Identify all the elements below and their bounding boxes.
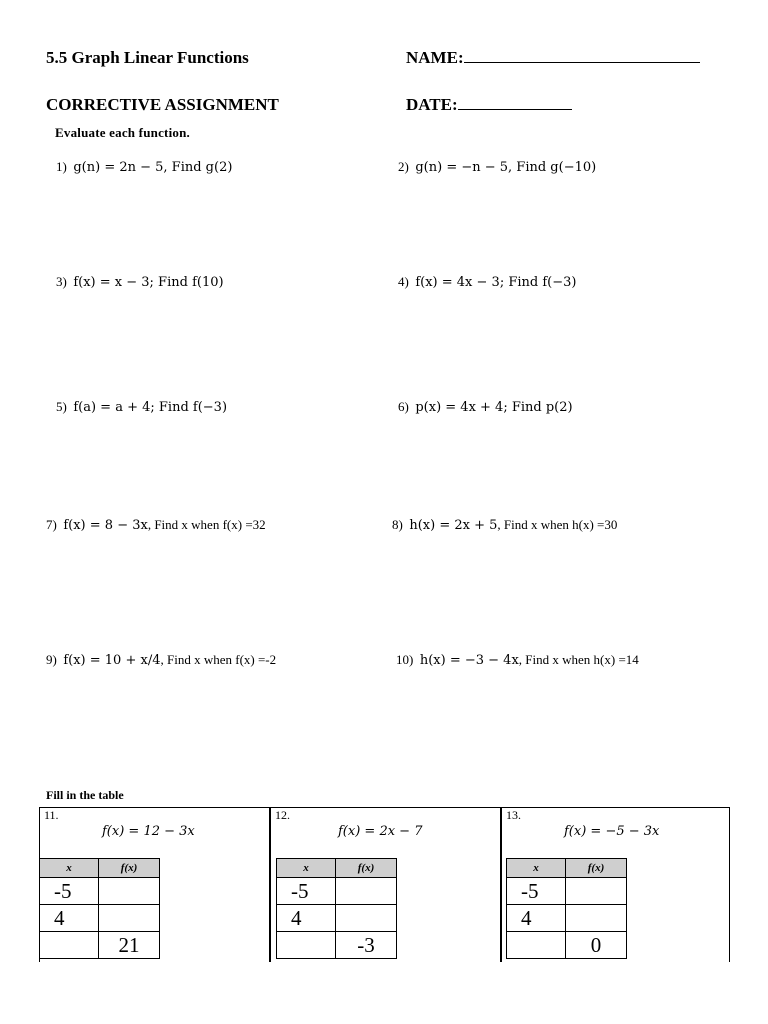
problem-number: 10) bbox=[396, 652, 414, 667]
problem-number: 7) bbox=[46, 517, 57, 532]
date-blank[interactable] bbox=[458, 95, 572, 110]
problem-text: p(x) = 4x + 4; Find p(2) bbox=[415, 400, 573, 415]
table-cell[interactable] bbox=[99, 905, 160, 932]
problem-1 bbox=[56, 159, 232, 175]
problem-number: 4) bbox=[398, 274, 409, 289]
problem-number: 9) bbox=[46, 652, 57, 667]
problem-number: 2) bbox=[398, 159, 409, 174]
table-cell[interactable] bbox=[99, 878, 160, 905]
table-cell[interactable] bbox=[277, 932, 336, 959]
table-function: f(x) = −5 − 3x bbox=[564, 824, 660, 839]
date-field[interactable] bbox=[406, 95, 572, 115]
column-header-x: x bbox=[40, 859, 99, 878]
date-label: DATE: bbox=[406, 95, 458, 114]
table-cell[interactable]: -3 bbox=[336, 932, 397, 959]
problem-text: g(n) = 2n − 5, Find g(2) bbox=[73, 160, 233, 175]
table-cell[interactable]: -5 bbox=[277, 878, 336, 905]
problem-text: f(x) = x − 3; Find f(10) bbox=[73, 275, 224, 290]
table-number: 13. bbox=[506, 808, 521, 822]
problem-text: f(a) = a + 4; Find f(−3) bbox=[73, 400, 228, 415]
problem-text: g(n) = −n − 5, Find g(−10) bbox=[415, 160, 597, 175]
page-title: 5.5 Graph Linear Functions bbox=[46, 48, 249, 67]
table-number: 11. bbox=[44, 808, 59, 822]
table-cell[interactable]: -5 bbox=[40, 878, 99, 905]
instruction-text: Evaluate each function. bbox=[55, 125, 190, 140]
table-cell[interactable]: 4 bbox=[40, 905, 99, 932]
value-table-12 bbox=[276, 858, 397, 959]
problem-text: , Find x when h(x) =30 bbox=[497, 517, 618, 532]
table-cell[interactable] bbox=[40, 932, 99, 959]
column-header-x: x bbox=[277, 859, 336, 878]
table-cell[interactable] bbox=[566, 905, 627, 932]
problem-number: 8) bbox=[392, 517, 403, 532]
problem-function: h(x) = 2x + 5 bbox=[409, 518, 498, 533]
table-cell[interactable]: 21 bbox=[99, 932, 160, 959]
problem-7 bbox=[46, 517, 266, 533]
name-label: NAME: bbox=[406, 48, 464, 67]
problem-3 bbox=[56, 274, 224, 290]
problem-9 bbox=[46, 652, 276, 668]
fill-section-title: Fill in the table bbox=[46, 788, 124, 802]
value-table-11 bbox=[39, 858, 160, 959]
column-header-fx: f(x) bbox=[99, 859, 160, 878]
problem-5 bbox=[56, 399, 227, 415]
table-number: 12. bbox=[275, 808, 290, 822]
table-cell[interactable]: 4 bbox=[507, 905, 566, 932]
assignment-subtitle: CORRECTIVE ASSIGNMENT bbox=[46, 95, 279, 114]
problem-text: , Find x when f(x) =-2 bbox=[160, 652, 277, 667]
name-field[interactable] bbox=[406, 48, 700, 68]
table-cell[interactable]: 4 bbox=[277, 905, 336, 932]
table-cell[interactable] bbox=[507, 932, 566, 959]
problem-number: 6) bbox=[398, 399, 409, 414]
column-header-fx: f(x) bbox=[336, 859, 397, 878]
problem-function: h(x) = −3 − 4x bbox=[419, 653, 519, 668]
table-cell[interactable] bbox=[336, 905, 397, 932]
table-cell[interactable] bbox=[336, 878, 397, 905]
column-header-fx: f(x) bbox=[566, 859, 627, 878]
problem-text: , Find x when h(x) =14 bbox=[518, 652, 639, 667]
problem-2 bbox=[398, 159, 596, 175]
problem-10 bbox=[396, 652, 639, 668]
table-cell[interactable]: -5 bbox=[507, 878, 566, 905]
table-cell[interactable]: 0 bbox=[566, 932, 627, 959]
problem-number: 1) bbox=[56, 159, 67, 174]
value-table-13 bbox=[506, 858, 627, 959]
table-function: f(x) = 12 − 3x bbox=[102, 824, 195, 839]
problem-function: f(x) = 10 + x/4 bbox=[63, 653, 161, 668]
problem-function: f(x) = 8 − 3x bbox=[63, 518, 148, 533]
problem-6 bbox=[398, 399, 573, 415]
table-function: f(x) = 2x − 7 bbox=[338, 824, 423, 839]
problem-text: f(x) = 4x − 3; Find f(−3) bbox=[415, 275, 577, 290]
name-blank[interactable] bbox=[464, 48, 700, 63]
problem-number: 3) bbox=[56, 274, 67, 289]
column-header-x: x bbox=[507, 859, 566, 878]
problem-4 bbox=[398, 274, 576, 290]
problem-8 bbox=[392, 517, 617, 533]
problem-text: , Find x when f(x) =32 bbox=[147, 517, 266, 532]
problem-number: 5) bbox=[56, 399, 67, 414]
table-cell[interactable] bbox=[566, 878, 627, 905]
